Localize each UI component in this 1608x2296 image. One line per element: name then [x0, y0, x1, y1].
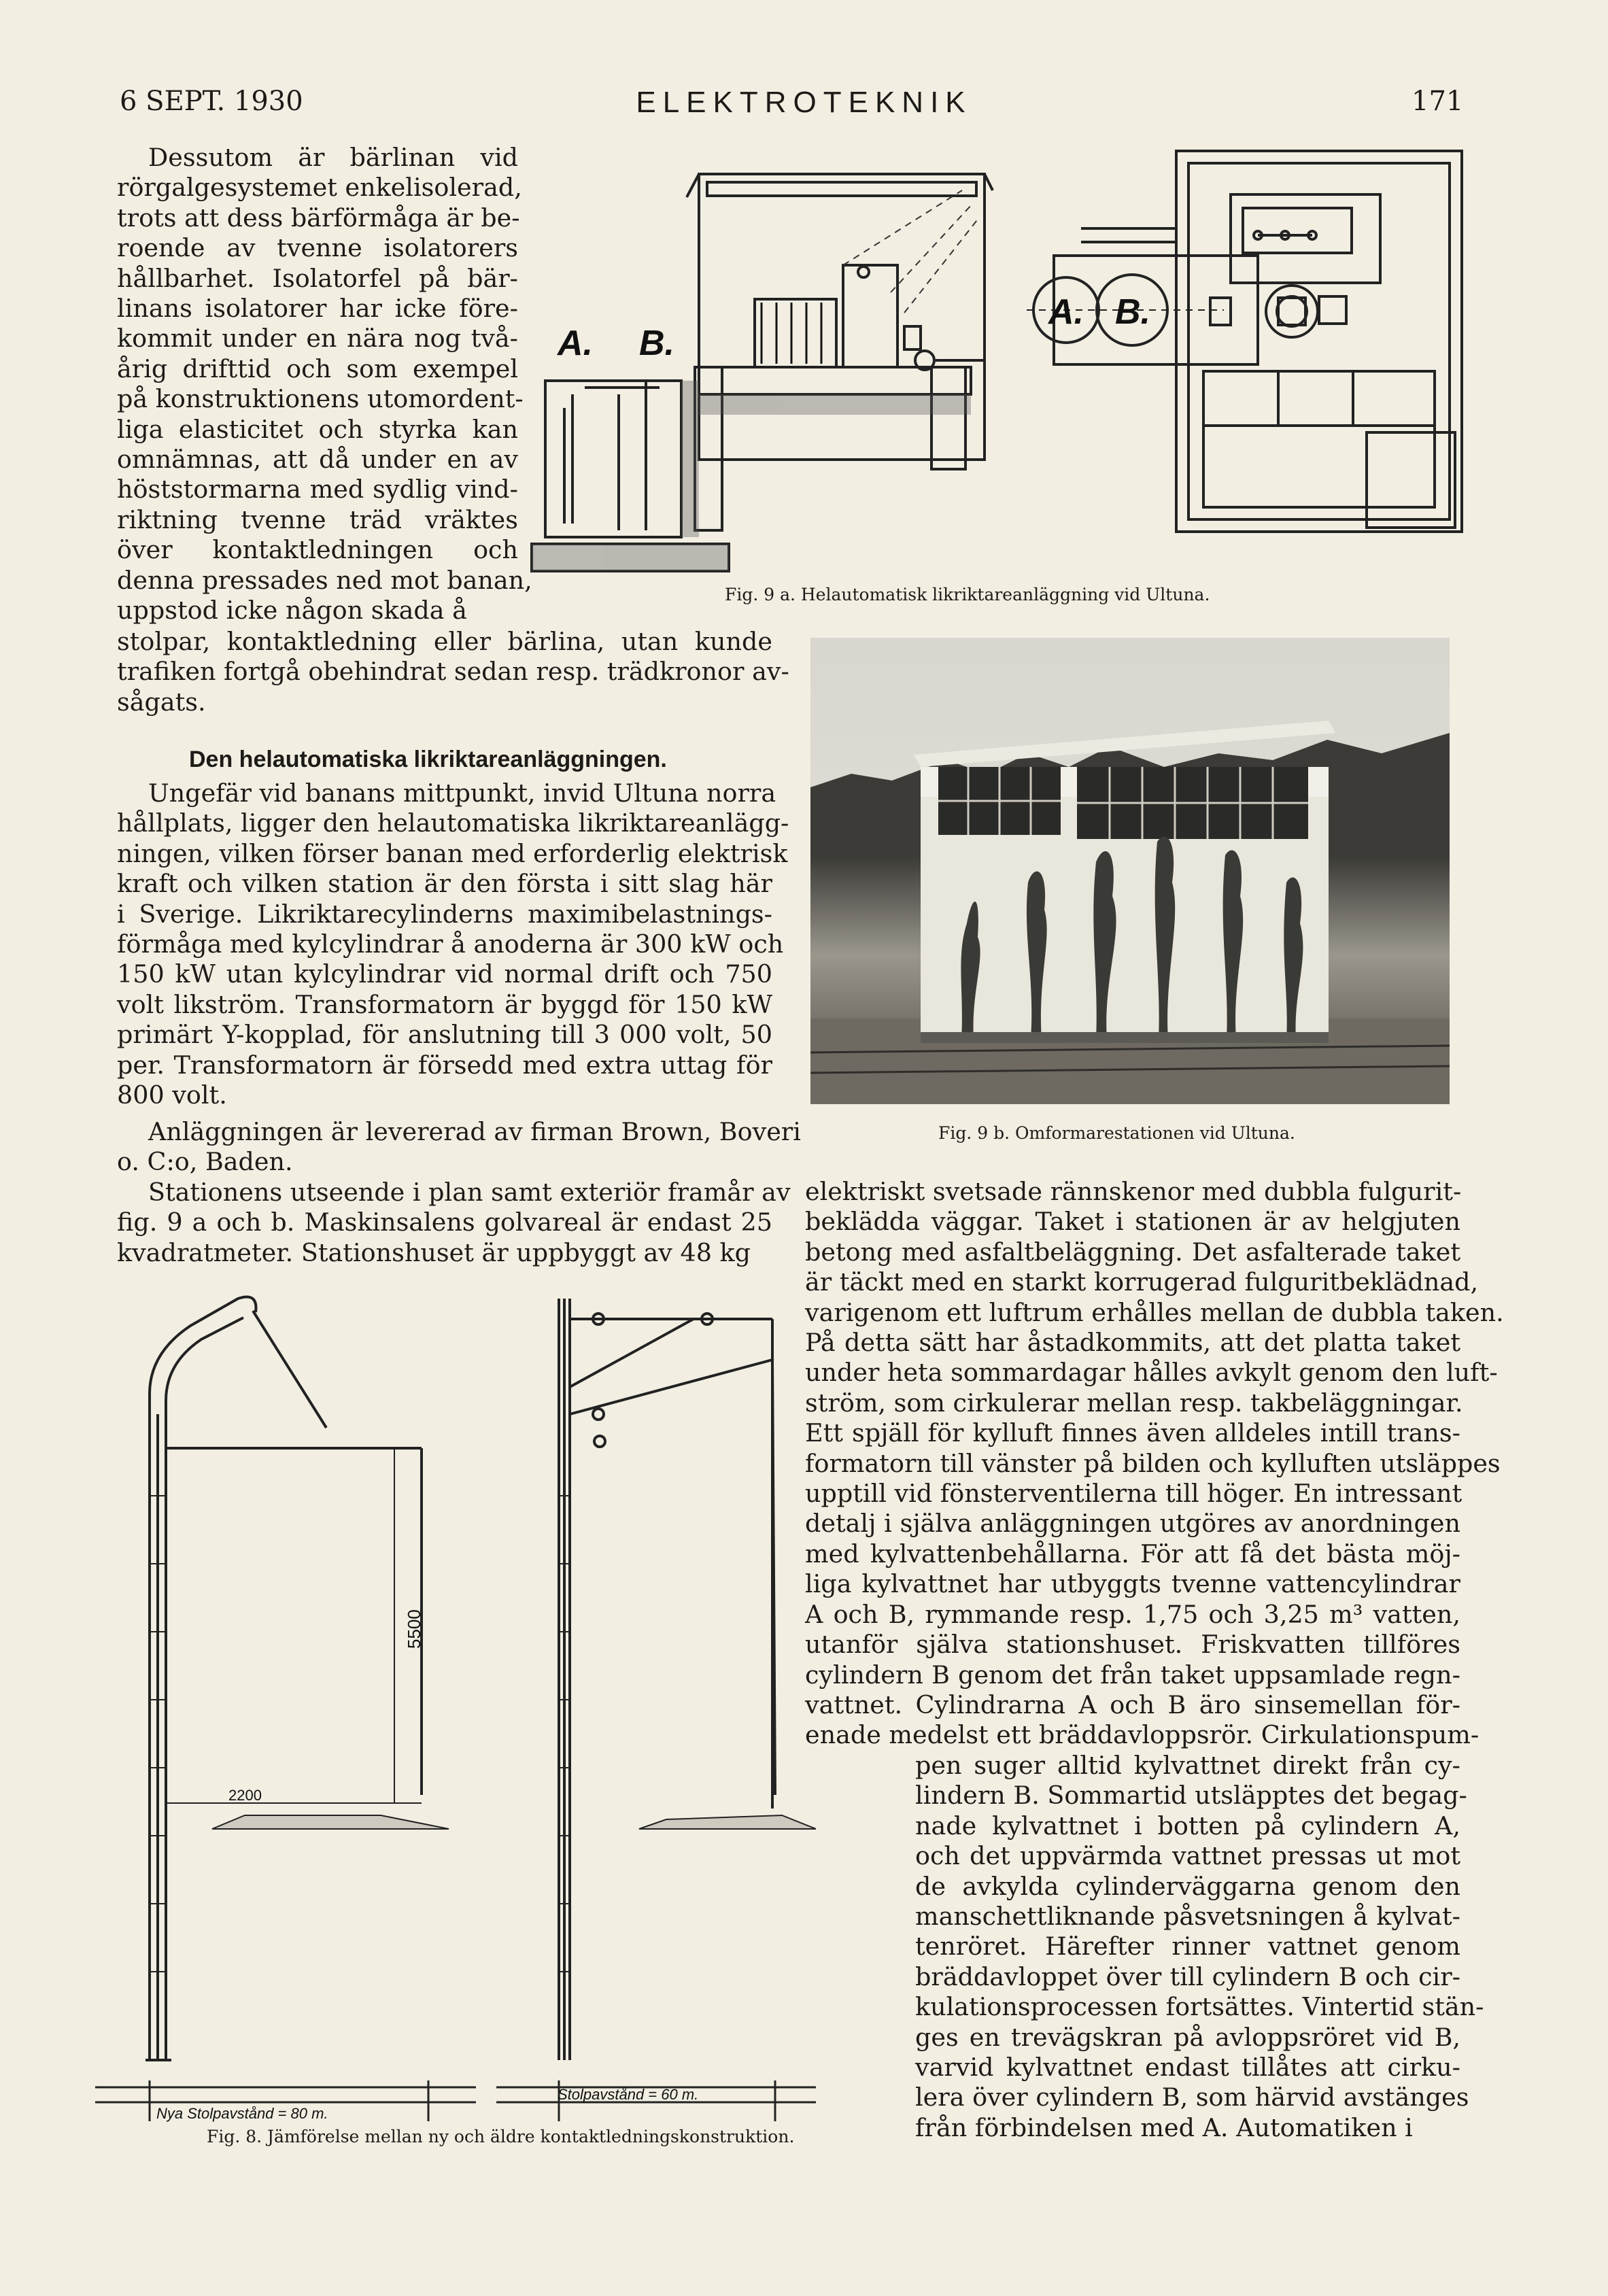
text-line: liga elasticitet och styrka kan: [117, 414, 518, 444]
text-line: över kontaktledningen och: [117, 535, 518, 565]
text-line: rörgalgesystemet enkelisolerad,: [117, 173, 522, 203]
text-line: trafiken fortgå obehindrat sedan resp. trädkronor av-: [117, 657, 789, 687]
fig9a-caption: Fig. 9 a. Helautomatisk likriktareanläggning vid Ultuna.: [725, 585, 1210, 604]
text-line: från förbindelsen med A. Automatiken i: [915, 2112, 1413, 2142]
fig9a-plan-label-b: B.: [1115, 292, 1150, 332]
text-line: kulationsprocessen fortsättes. Vintertid stän-: [915, 1992, 1484, 2022]
text-line: tenröret. Härefter rinner vattnet genom: [915, 1932, 1460, 1961]
header-journal-title: ELEKTROTEKNIK: [636, 86, 972, 119]
text-line: och det uppvärmda vattnet pressas ut mot: [915, 1841, 1460, 1871]
fig9a-plan-drawing: [999, 140, 1475, 541]
text-line: manschettliknande påsvetsningen å kylvat-: [915, 1902, 1460, 1932]
text-line: Ett spjäll för kylluft finnes även alldeles intill trans-: [805, 1418, 1460, 1448]
fig9a-plan-label-a: A.: [1048, 292, 1084, 332]
text-line: kraft och vilken station är den första i sitt slag här: [117, 869, 772, 899]
left-paragraph-continued: [117, 627, 789, 717]
text-line: ges en trevägskran på avloppsröret vid B,: [915, 2022, 1460, 2052]
text-line: nade kylvattnet i botten på cylindern A,: [915, 1811, 1460, 1840]
text-line: bräddavloppet över till cylindern B och cir-: [915, 1961, 1460, 1991]
text-line: upptill vid fönsterventilerna till höger. En intressant: [805, 1479, 1462, 1509]
text-line: enade medelst ett bräddavloppsrör. Cirkulationspum-: [805, 1720, 1479, 1750]
text-line: varvid kylvattnet endast tillåtes att cirku-: [915, 2053, 1460, 2083]
text-line: ningen, vilken förser banan med erforderlig elektrisk: [117, 838, 788, 868]
fig8-caption: Fig. 8. Jämförelse mellan ny och äldre kontaktledningskonstruktion.: [207, 2127, 795, 2146]
text-line: kommit under en nära nog två-: [117, 324, 518, 354]
text-line: linans isolatorer har icke före-: [117, 294, 518, 324]
text-line: under heta sommardagar hålles avkylt genom den luft-: [805, 1358, 1498, 1388]
text-line: denna pressades ned mot banan,: [117, 565, 532, 595]
text-line: vattnet. Cylindrarna A och B äro sinsemellan för-: [805, 1690, 1460, 1719]
text-line: Anläggningen är levererad av firman Brown, Boveri: [148, 1117, 801, 1146]
text-line: på konstruktionens utomordent-: [117, 384, 524, 414]
left-paragraph-top: [117, 143, 532, 626]
text-line: förmåga med kylcylindrar å anoderna är 300 kW och: [117, 929, 784, 959]
text-line: årig drifttid och som exempel: [117, 354, 518, 383]
text-line: pen suger alltid kylvattnet direkt från cy-: [915, 1751, 1460, 1780]
text-line: utanför själva stationshuset. Friskvatten tillföres: [805, 1630, 1460, 1660]
fig8-dim-height: 5500: [404, 1609, 424, 1649]
text-line: kvadratmeter. Stationshuset är uppbyggt av 48 kg: [117, 1237, 751, 1267]
text-line: de avkylda cylinderväggarna genom den: [915, 1871, 1460, 1901]
text-line: uppstod icke någon skada å: [117, 596, 467, 626]
right-paragraph-narrow: [915, 1751, 1484, 2143]
text-line: Stationens utseende i plan samt exteriör framår av: [148, 1178, 791, 1207]
text-line: är täckt med en starkt korrugerad fulguritbeklädnad,: [805, 1267, 1479, 1297]
text-line: ström, som cirkulerar mellan resp. takbeläggningar.: [805, 1388, 1463, 1418]
text-line: omnämnas, att då under en av: [117, 445, 518, 475]
fig8-label-new-span: Nya Stolpavstånd = 80 m.: [156, 2105, 328, 2122]
text-line: primärt Y-kopplad, för anslutning till 3 000 volt, 50: [117, 1020, 772, 1050]
text-line: Dessutom är bärlinan vid: [148, 143, 518, 172]
text-line: formatorn till vänster på bilden och kylluften utsläppes: [805, 1448, 1501, 1478]
text-line: hållplats, ligger den helautomatiska likriktareanlägg-: [117, 808, 789, 838]
left-paragraph-supplier: [117, 1117, 801, 1178]
text-line: detalj i själva anläggningen utgöres av anordningen: [805, 1509, 1460, 1539]
text-line: trots att dess bärförmåga är be-: [117, 203, 520, 233]
text-line: A och B, rymmande resp. 1,75 och 3,25 m³ vatten,: [805, 1599, 1460, 1629]
fig9b-caption: Fig. 9 b. Omformarestationen vid Ultuna.: [938, 1123, 1295, 1143]
left-section-paragraph: [117, 778, 789, 1110]
text-line: fig. 9 a och b. Maskinsalens golvareal är endast 25: [117, 1207, 772, 1237]
text-line: elektriskt svetsade rännskenor med dubbla fulgurit-: [805, 1177, 1462, 1206]
text-line: 150 kW utan kylcylindrar vid normal drift och 750: [117, 959, 772, 989]
fig9a-label-b: B.: [639, 324, 674, 363]
section-heading: Den helautomatiska likriktareanläggningen.: [189, 747, 667, 772]
fig8-drawing: [95, 1278, 816, 2142]
text-line: lindern B. Sommartid utsläpptes det begag-: [915, 1781, 1467, 1811]
text-line: sågats.: [117, 687, 206, 717]
text-line: riktning tvenne träd vräktes: [117, 504, 518, 534]
header-date: 6 SEPT. 1930: [120, 86, 303, 117]
fig9a-section-drawing: [524, 163, 999, 585]
text-line: 800 volt.: [117, 1080, 227, 1110]
fig8-label-old-span: Stolpavstånd = 60 m.: [558, 2086, 699, 2103]
text-line: roende av tvenne isolatorers: [117, 233, 518, 263]
text-line: o. C:o, Baden.: [117, 1147, 293, 1177]
right-paragraph-top: [805, 1177, 1504, 1751]
text-line: Ungefär vid banans mittpunkt, invid Ultuna norra: [148, 778, 776, 808]
text-line: per. Transformatorn är försedd med extra uttag för: [117, 1050, 772, 1080]
text-line: cylindern B genom det från taket uppsamlade regn-: [805, 1660, 1460, 1690]
text-line: betong med asfaltbeläggning. Det asfalterade taket: [805, 1237, 1460, 1267]
text-line: höststormarna med sydlig vind-: [117, 475, 518, 504]
text-line: volt likström. Transformatorn är byggd för 150 kW: [117, 989, 772, 1019]
text-line: lera över cylindern B, som härvid avstänges: [915, 2083, 1469, 2112]
fig9b-photograph: [810, 638, 1450, 1104]
text-line: hållbarhet. Isolatorfel på bär-: [117, 263, 518, 293]
text-line: liga kylvattnet har utbyggts tvenne vattencylindrar: [805, 1569, 1460, 1599]
header-page-number: 171: [1412, 86, 1464, 117]
text-line: På detta sätt har åstadkommits, att det platta taket: [805, 1328, 1460, 1358]
text-line: stolpar, kontaktledning eller bärlina, utan kunde: [117, 627, 772, 656]
fig9a-label-a: A.: [558, 324, 593, 363]
fig8-dim-width: 2200: [228, 1787, 262, 1804]
text-line: i Sverige. Likriktarecylinderns maximibelastnings-: [117, 899, 772, 929]
text-line: med kylvattenbehållarna. För att få det bästa möj-: [805, 1539, 1460, 1569]
text-line: beklädda väggar. Taket i stationen är av helgjuten: [805, 1207, 1460, 1237]
left-paragraph-station: [117, 1178, 791, 1268]
text-line: varigenom ett luftrum erhålles mellan de dubbla taken.: [805, 1297, 1504, 1327]
